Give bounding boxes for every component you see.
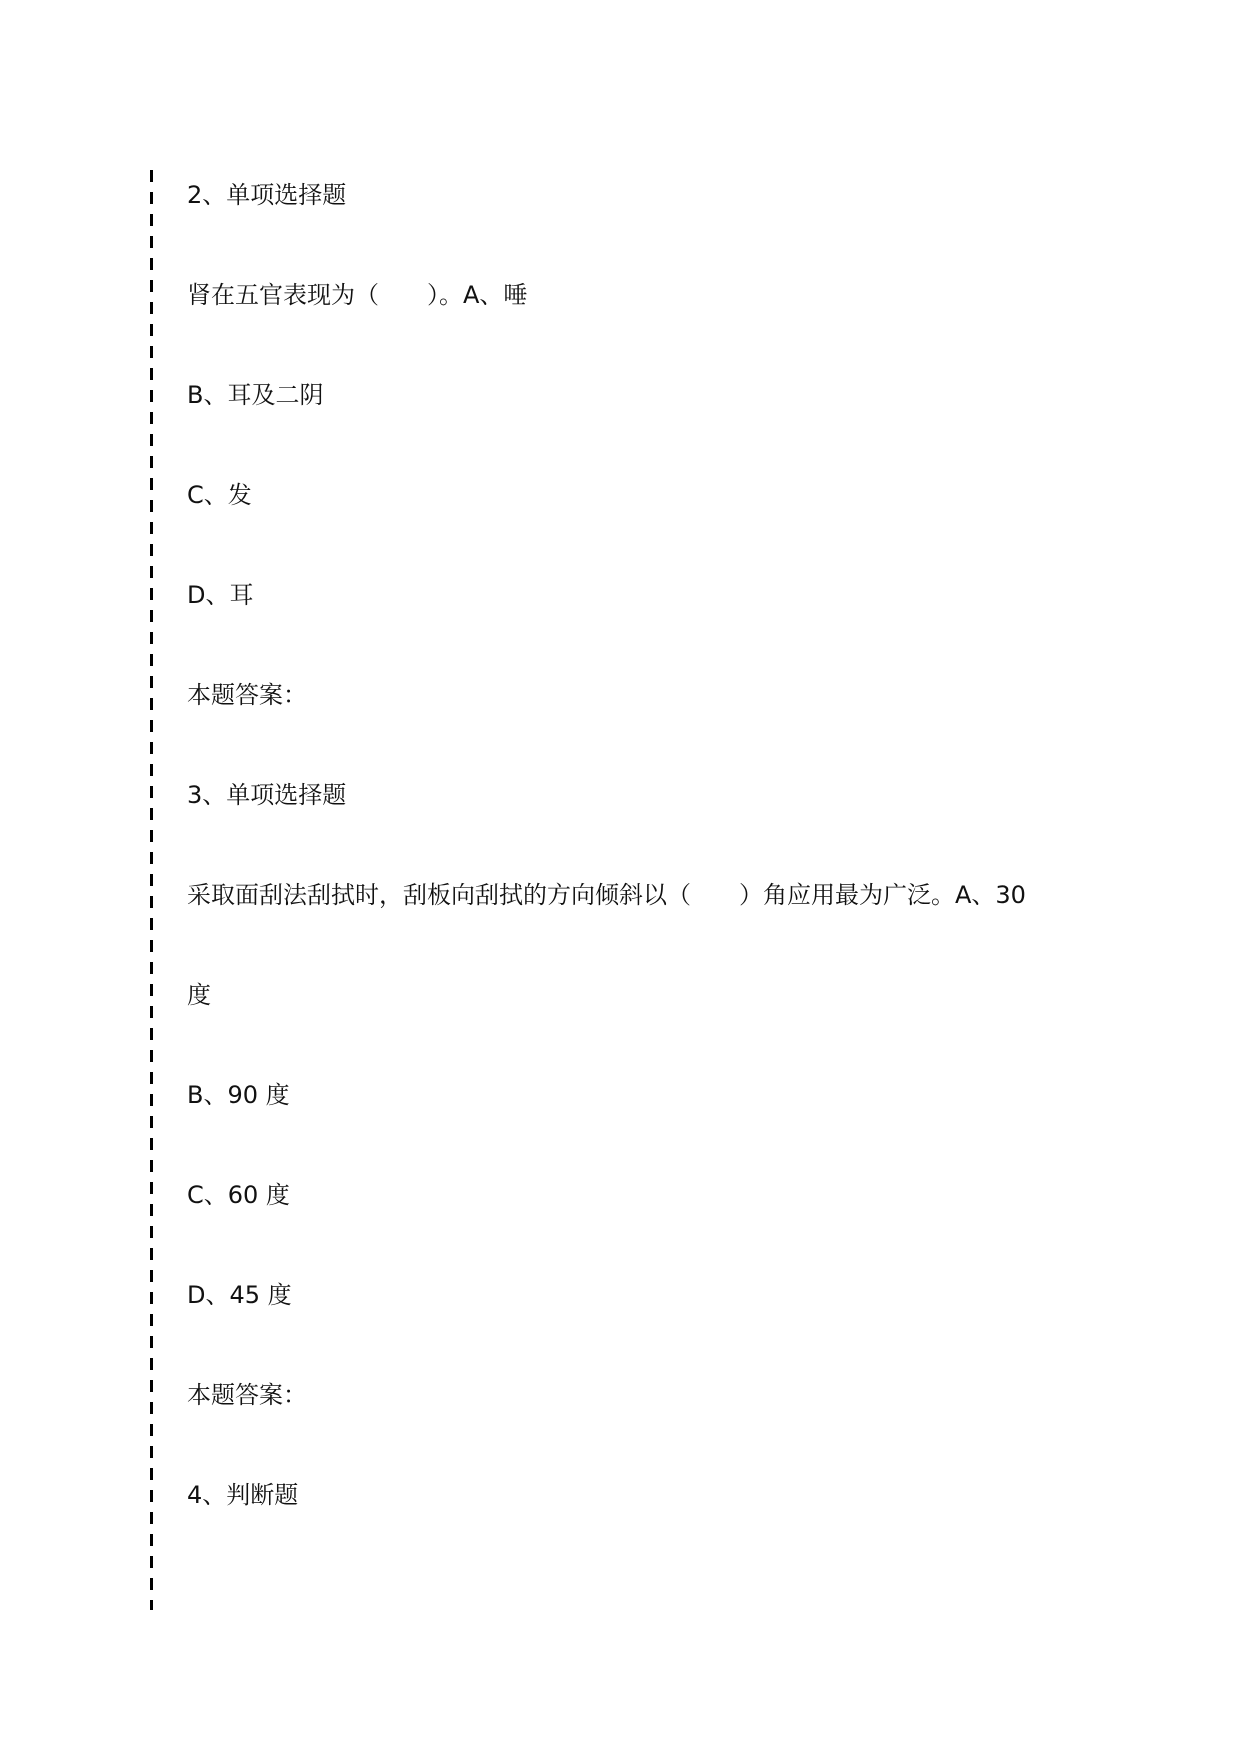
question-3-option-d: D、45 度 — [187, 1281, 292, 1309]
question-2-header: 2、单项选择题 — [187, 181, 347, 209]
question-3-stem-continued: 度 — [187, 981, 211, 1009]
question-2-stem: 肾在五官表现为（ ）。A、唾 — [187, 281, 528, 309]
question-2-option-b: B、耳及二阴 — [187, 381, 324, 409]
question-3-header: 3、单项选择题 — [187, 781, 347, 809]
question-3-stem: 采取面刮法刮拭时，刮板向刮拭的方向倾斜以（ ）角应用最为广泛。A、30 — [187, 881, 1026, 909]
question-2-option-d: D、耳 — [187, 581, 254, 609]
question-2-answer-label: 本题答案： — [187, 681, 307, 709]
question-3-option-c: C、60 度 — [187, 1181, 290, 1209]
question-2-option-c: C、发 — [187, 481, 252, 509]
question-4-header: 4、判断题 — [187, 1481, 299, 1509]
question-3-answer-label: 本题答案： — [187, 1381, 307, 1409]
dashed-binding-line — [150, 170, 153, 1610]
question-3-option-b: B、90 度 — [187, 1081, 290, 1109]
